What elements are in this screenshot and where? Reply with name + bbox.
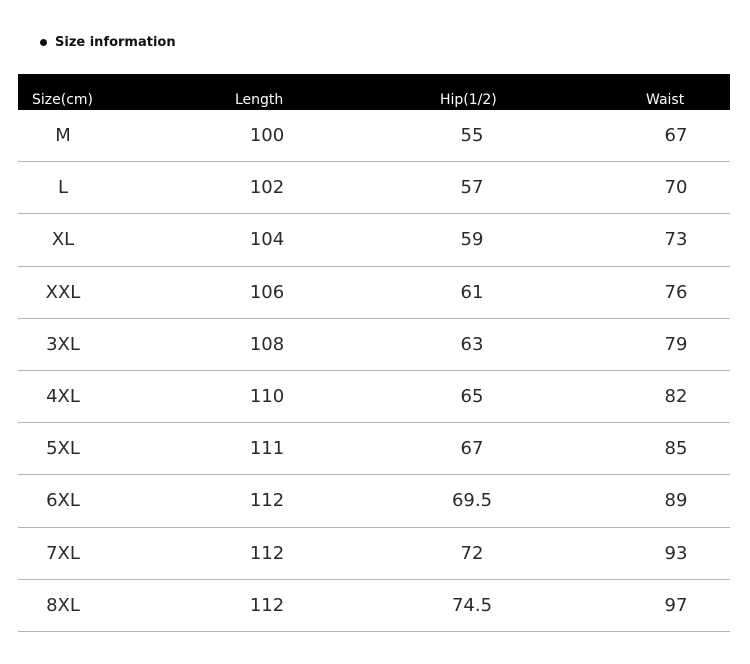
cell-length: 108 <box>249 333 285 355</box>
cell-hip: 63 <box>460 333 484 355</box>
table-header <box>18 74 730 110</box>
cell-hip: 57 <box>460 177 484 199</box>
header-hip: Hip(1/2) <box>440 92 497 108</box>
cell-size: 4XL <box>46 386 80 408</box>
section-heading <box>40 32 176 52</box>
cell-length: 112 <box>249 490 285 512</box>
table-row <box>18 267 730 319</box>
cell-hip: 59 <box>460 229 484 251</box>
cell-size: 8XL <box>46 594 80 616</box>
cell-waist: 79 <box>664 333 688 355</box>
table-row <box>18 162 730 214</box>
cell-length: 102 <box>249 177 285 199</box>
cell-waist: 97 <box>664 594 688 616</box>
cell-size: 3XL <box>46 333 80 355</box>
cell-waist: 82 <box>664 386 688 408</box>
cell-waist: 93 <box>664 542 688 564</box>
table-row <box>18 475 730 527</box>
table-row <box>18 528 730 580</box>
cell-size: 6XL <box>46 490 80 512</box>
cell-size: XL <box>51 229 75 251</box>
cell-length: 106 <box>249 281 285 303</box>
section-title: Size information <box>55 34 176 50</box>
size-table <box>18 74 730 632</box>
cell-waist: 73 <box>664 229 688 251</box>
table-row <box>18 214 730 266</box>
cell-length: 111 <box>249 438 285 460</box>
cell-size: 5XL <box>46 438 80 460</box>
cell-length: 100 <box>249 125 285 147</box>
cell-waist: 89 <box>664 490 688 512</box>
cell-waist: 67 <box>664 125 688 147</box>
table-row <box>18 580 730 632</box>
cell-hip: 61 <box>460 281 484 303</box>
cell-hip: 74.5 <box>451 594 493 616</box>
cell-size: L <box>57 177 69 199</box>
cell-hip: 69.5 <box>451 490 493 512</box>
table-row <box>18 371 730 423</box>
table-row <box>18 319 730 371</box>
cell-length: 104 <box>249 229 285 251</box>
bullet-icon <box>40 39 47 46</box>
cell-hip: 55 <box>460 125 484 147</box>
cell-size: XXL <box>45 281 81 303</box>
cell-length: 110 <box>249 386 285 408</box>
header-waist: Waist <box>646 92 685 108</box>
cell-length: 112 <box>249 594 285 616</box>
cell-hip: 67 <box>460 438 484 460</box>
cell-hip: 72 <box>460 542 484 564</box>
table-row <box>18 423 730 475</box>
cell-size: 7XL <box>46 542 80 564</box>
cell-length: 112 <box>249 542 285 564</box>
header-length: Length <box>235 92 284 108</box>
cell-waist: 85 <box>664 438 688 460</box>
cell-waist: 76 <box>664 281 688 303</box>
cell-waist: 70 <box>664 177 688 199</box>
cell-size: M <box>55 125 71 147</box>
table-row <box>18 110 730 162</box>
header-size: Size(cm) <box>32 92 93 108</box>
cell-hip: 65 <box>460 386 484 408</box>
